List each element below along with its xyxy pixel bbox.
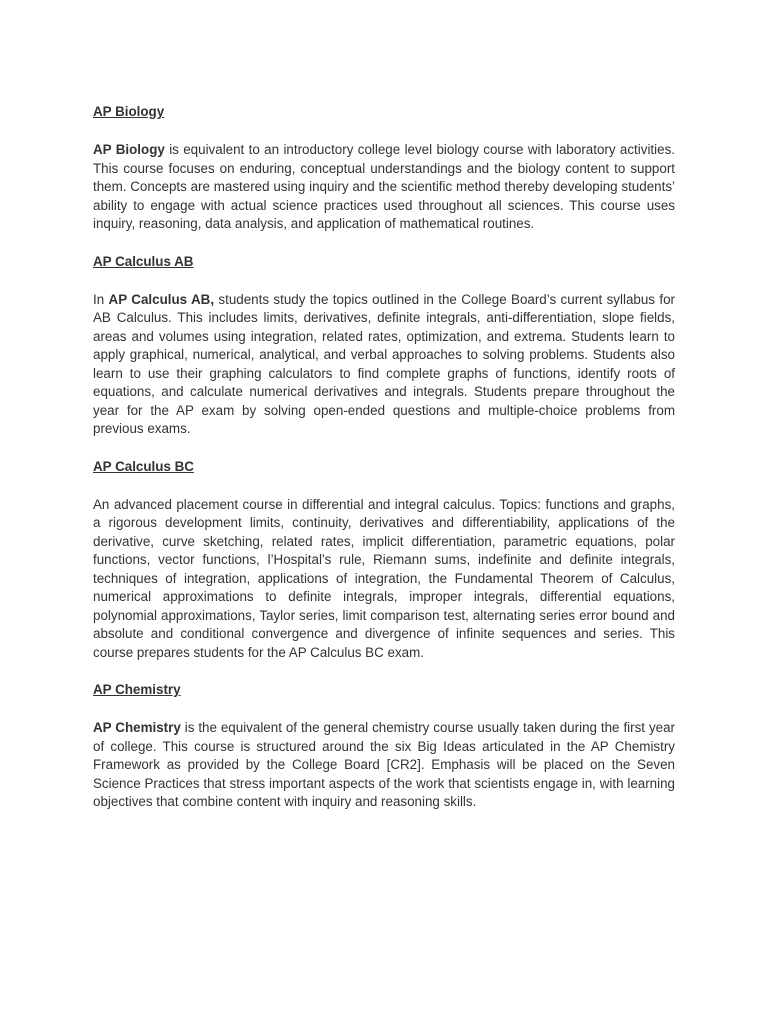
lead-bold: AP Biology (93, 142, 165, 157)
lead-bold: AP Chemistry (93, 720, 181, 735)
section-ap-calculus-bc (93, 455, 675, 663)
paragraph-body: is the equivalent of the general chemistry course usually taken during the first year of college. This course is structured around the six Big Ideas articulated in the AP Chemistry Framework as provided by the College Board [CR2]. Emphasis will be placed on the Seven Science Practices that stress important aspects of the work that scientists engage in, with learning objectives that combine content with inquiry and reasoning skills. (93, 720, 675, 809)
paragraph-body: An advanced placement course in differential and integral calculus. Topics: functions and graphs, a rigorous development limits, continuity, derivatives and differentiability, applications of the derivative, curve sketching, related rates, implicit differentiation, parametric equations, polar functions, vector functions, l’Hospital’s rule, Riemann sums, indefinite and definite integrals, techniques of integration, applications of integration, the Fundamental Theorem of Calculus, numerical approximations to definite integrals, improper integrals, differential equations, polynomial approximations, Taylor series, limit comparison test, alternating series error bound and absolute and conditional convergence and divergence of infinite sequences and series. This course prepares students for the AP Calculus BC exam. (93, 496, 675, 660)
section-heading: AP Biology (93, 104, 165, 119)
lead-prefix: In (93, 291, 109, 307)
section-ap-calculus-ab (93, 250, 675, 439)
paragraph-body: students study the topics outlined in the College Board’s current syllabus for AB Calculus. This includes limits, derivatives, definite integrals, anti-differentiation, slope fields, areas and volumes using integration, related rates, optimization, and extrema. Students learn to apply graphical, numerical, analytical, and verbal approaches to solving problems. Students also learn to use their graphing calculators to find complete graphs of functions, identify roots of equations, and calculate numerical derivatives and integrals. Students prepare throughout the year for the AP exam by solving open-ended questions and multiple-choice problems from previous exams. (93, 291, 675, 436)
section-heading: AP Chemistry (93, 682, 181, 697)
document-page (93, 100, 675, 828)
section-heading: AP Calculus BC (93, 458, 194, 474)
section-ap-biology (93, 100, 675, 234)
section-paragraph (93, 496, 675, 663)
section-paragraph (93, 291, 675, 439)
section-paragraph (93, 719, 675, 812)
section-ap-chemistry (93, 678, 675, 812)
section-paragraph (93, 141, 675, 234)
paragraph-body: is equivalent to an introductory college level biology course with laboratory activities. This course focuses on enduring, conceptual understandings and the biology content to support them. Concepts are mastered using inquiry and the scientific method thereby developing students’ ability to engage with actual science practices used throughout all sciences. This course uses inquiry, reasoning, data analysis, and application of mathematical routines. (93, 142, 675, 231)
section-heading: AP Calculus AB (93, 253, 194, 269)
lead-bold: AP Calculus AB, (108, 291, 215, 307)
